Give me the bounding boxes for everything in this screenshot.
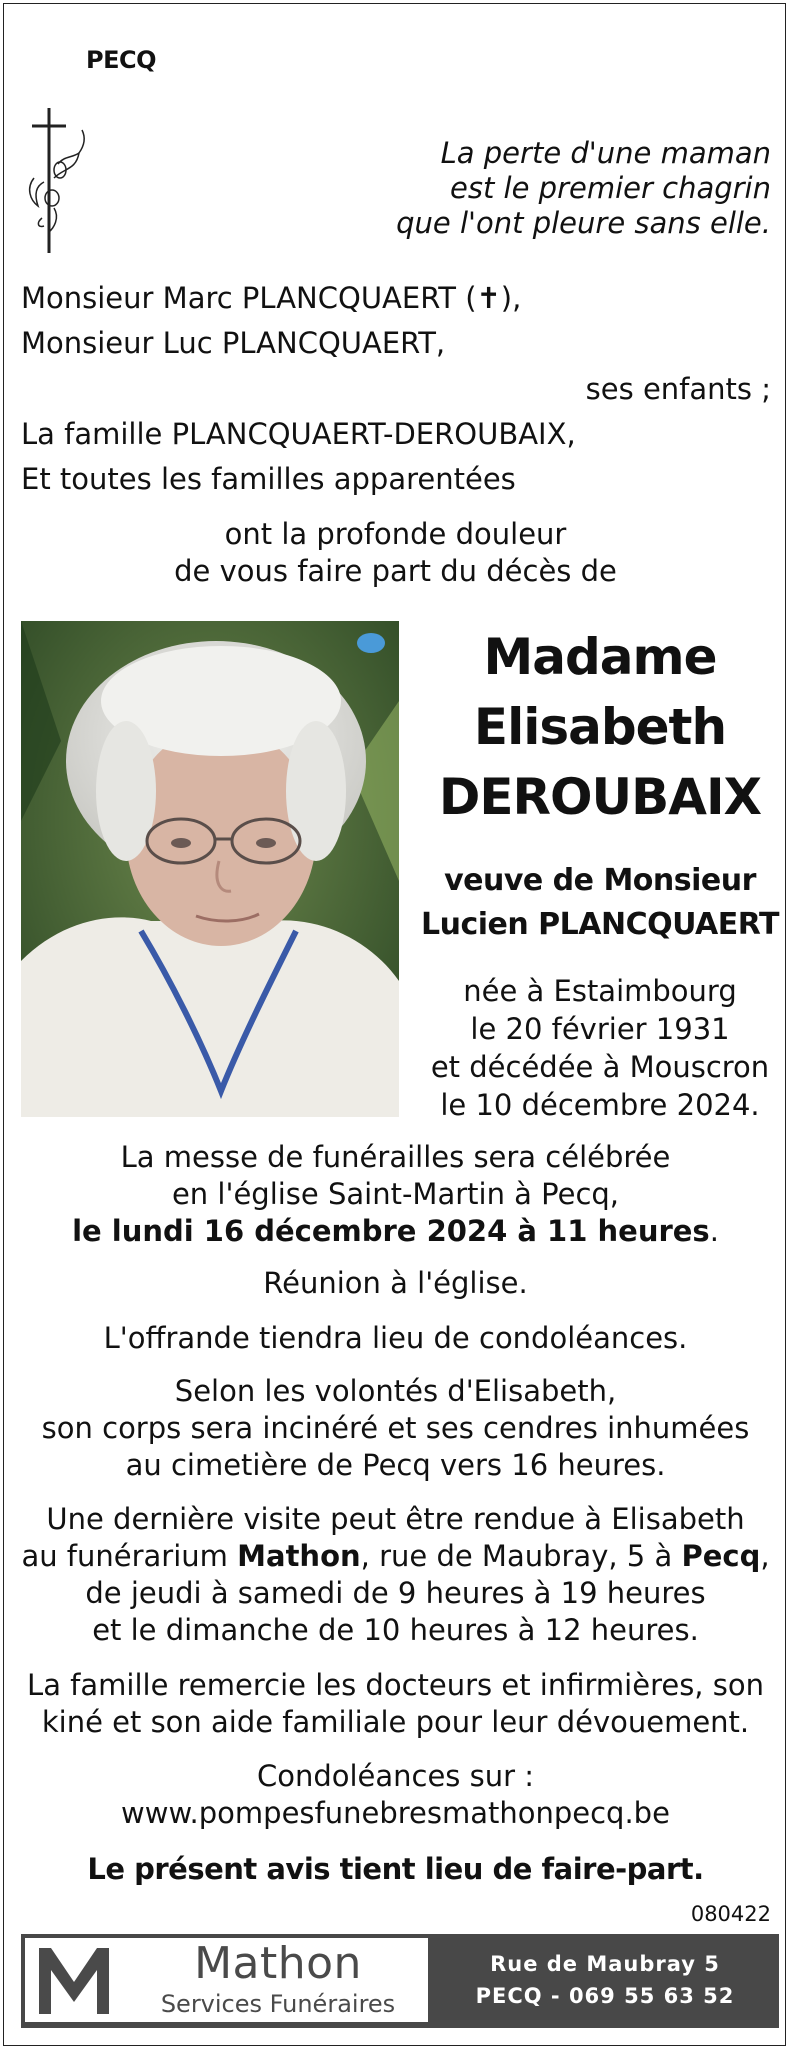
footer-phone: PECQ - 069 55 63 52 [475,1984,735,2008]
family-relation: ses enfants ; [585,372,771,406]
mass-datetime-bold: le lundi 16 décembre 2024 à 11 heures [72,1214,710,1248]
notice-statement: Le présent avis tient lieu de faire-part. [87,1852,704,1886]
mass-line: La messe de funérailles sera célébrée [120,1140,671,1174]
meeting-info: Réunion à l'église. [263,1266,528,1300]
thanks-info [4,1667,787,1741]
visit-text: , rue de Maubray, 5 à [360,1539,682,1573]
death-line: et décédée à Mouscron [430,1050,770,1084]
visit-text: au funérarium [21,1539,238,1573]
funeral-mass [4,1139,787,1250]
intro-line: de vous faire part du décès de [174,554,617,588]
condolences-link[interactable]: www.pompesfunebresmathonpecq.be [121,1796,670,1830]
birth-death-details [412,972,788,1124]
reference-number: 080422 [690,1902,771,1926]
footer-brand-panel [25,1938,428,2022]
condolences-info [4,1758,787,1832]
town-heading: PECQ [86,46,156,74]
visit-address [4,1538,787,1575]
condolences-label: Condoléances sur : [256,1759,535,1793]
family-line: Monsieur Marc PLANCQUAERT (✝), [21,281,522,315]
quote-line: La perte d'une maman [440,136,771,170]
family-line: La famille PLANCQUAERT-DEROUBAIX, [21,417,576,451]
quote-line: est le premier chagrin [450,171,771,205]
deceased-first-name: Elisabeth [473,698,727,756]
wishes-line: au cimetière de Pecq vers 16 heures. [125,1448,666,1482]
visit-line: Une dernière visite peut être rendue à Elisabeth [46,1502,745,1536]
footer-brand-subtitle: Services Funéraires [160,1990,396,2018]
widow-line: veuve de Monsieur [444,863,756,898]
funeral-home-footer [21,1934,779,2028]
deceased-name [412,622,788,832]
death-notice [3,3,786,2046]
visitation-info [4,1501,787,1649]
visit-text: , [760,1539,770,1573]
mass-location: en l'église Saint-Martin à Pecq, [171,1177,620,1211]
epitaph-quote [291,136,771,241]
offering-info: L'offrande tiendra lieu de condoléances. [103,1321,688,1355]
family-line: Monsieur Luc PLANCQUAERT, [21,326,446,360]
death-date: le 10 décembre 2024. [440,1088,760,1122]
announcement-intro [4,516,787,590]
visit-hours: et le dimanche de 10 heures à 12 heures. [92,1613,699,1647]
widow-of [412,859,788,947]
family-line: Et toutes les familles apparentées [21,462,516,496]
mass-datetime-end: . [709,1214,719,1248]
widow-line: Lucien PLANCQUAERT [420,907,779,942]
footer-brand-name: Mathon [194,1938,362,1989]
deceased-last-name: DEROUBAIX [438,768,762,826]
intro-line: ont la profonde douleur [224,517,567,551]
wishes-info [4,1373,787,1484]
portrait-photo [21,621,399,1117]
footer-contact [431,1948,779,2012]
wishes-line: Selon les volontés d'Elisabeth, [174,1374,617,1408]
birth-line: née à Estaimbourg [463,974,737,1008]
deceased-title: Madame [483,628,717,686]
mass-datetime [4,1213,787,1250]
footer-address: Rue de Maubray 5 [490,1952,720,1976]
funeral-home-name: Mathon [237,1539,361,1573]
thanks-line: kiné et son aide familiale pour leur dévouement. [41,1705,750,1739]
cross-with-rose-icon [24,108,94,253]
mathon-m-logo-icon [35,1944,113,2016]
visit-town: Pecq [681,1539,761,1573]
quote-line: que l'ont pleure sans elle. [396,206,771,240]
visit-hours: de jeudi à samedi de 9 heures à 19 heures [85,1576,706,1610]
wishes-line: son corps sera incinéré et ses cendres inhumées [41,1411,750,1445]
birth-date: le 20 février 1931 [470,1012,730,1046]
thanks-line: La famille remercie les docteurs et infirmières, son [27,1668,764,1702]
